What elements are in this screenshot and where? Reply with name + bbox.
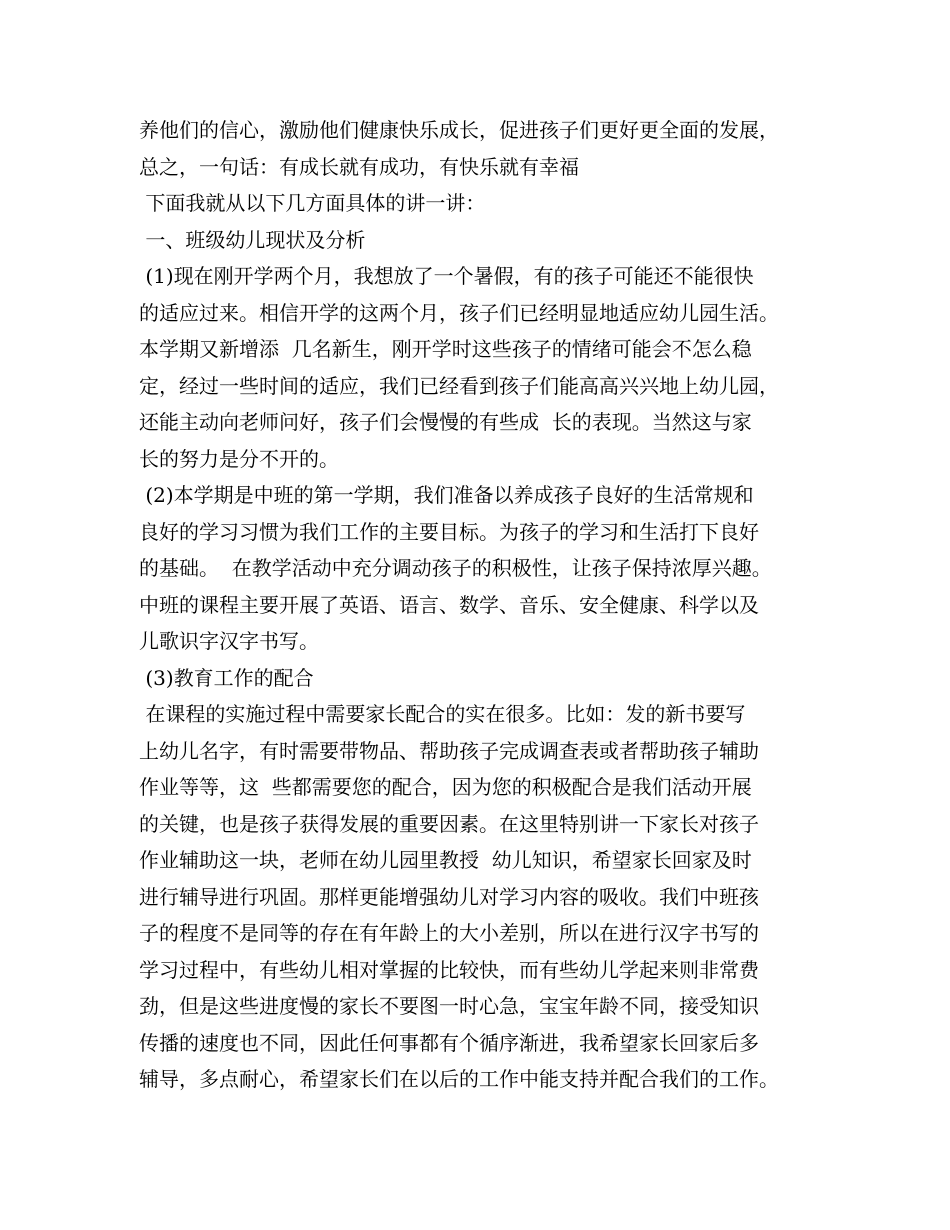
text-line: 的基础。 在教学活动中充分调动孩子的积极性，让孩子保持浓厚兴趣。 xyxy=(139,556,772,580)
text-line: 良好的学习习惯为我们工作的主要目标。为孩子的学习和生活打下良好 xyxy=(139,519,759,544)
text-line: 在课程的实施过程中需要家长配合的实在很多。比如：发的新书要写 xyxy=(139,702,746,726)
text-line: (2)本学期是中班的第一学期，我们准备以养成孩子良好的生活常规和 xyxy=(139,483,754,507)
text-line: 作业等等，这 些都需要您的配合，因为您的积极配合是我们活动开展 xyxy=(139,775,752,799)
text-line: 养他们的信心，激励他们健康快乐成长，促进孩子们更好更全面的发展， xyxy=(139,118,779,142)
text-line: 进行辅导进行巩固。那样更能增强幼儿对学习内容的吸收。我们中班孩 xyxy=(139,884,759,909)
subsection-heading: (3)教育工作的配合 xyxy=(139,665,314,690)
text-line: 下面我就从以下几方面具体的讲一讲： xyxy=(139,191,486,215)
document-body xyxy=(139,112,839,1098)
text-line: 辅导，多点耐心，希望家长们在以后的工作中能支持并配合我们的工作。 xyxy=(139,1067,779,1091)
text-line: 上幼儿名字，有时需要带物品、帮助孩子完成调查表或者帮助孩子辅助 xyxy=(139,738,759,763)
text-line: 中班的课程主要开展了英语、语言、数学、音乐、安全健康、科学以及 xyxy=(139,592,759,617)
text-line: 本学期又新增添 几名新生，刚开学时这些孩子的情绪可能会不怎么稳 xyxy=(139,337,752,361)
text-line: 的关键，也是孩子获得发展的重要因素。在这里特别讲一下家长对孩子 xyxy=(139,811,759,836)
text-line: 还能主动向老师问好，孩子们会慢慢的有些成 长的表现。当然这与家 xyxy=(139,410,752,434)
text-line: 作业辅助这一块，老师在幼儿园里教授 幼儿知识，希望家长回家及时 xyxy=(139,848,752,872)
text-line: 长的努力是分不开的。 xyxy=(139,446,339,471)
text-line: 的适应过来。相信开学的这两个月，孩子们已经明显地适应幼儿园生活。 xyxy=(139,300,779,325)
text-line: 学习过程中，有些幼儿相对掌握的比较快，而有些幼儿学起来则非常费 xyxy=(139,957,759,982)
section-heading: 一、班级幼儿现状及分析 xyxy=(139,227,366,252)
text-line: (1)现在刚开学两个月，我想放了一个暑假，有的孩子可能还不能很快 xyxy=(139,264,754,288)
text-line: 定，经过一些时间的适应，我们已经看到孩子们能高高兴兴地上幼儿园， xyxy=(139,373,779,398)
text-line: 传播的速度也不同，因此任何事都有个循序渐进，我希望家长回家后多 xyxy=(139,1030,759,1055)
text-line: 子的程度不是同等的存在有年龄上的大小差别，所以在进行汉字书写的 xyxy=(139,921,759,945)
text-line: 总之，一句话：有成长就有成功，有快乐就有幸福 xyxy=(139,154,579,179)
text-line: 儿歌识字汉字书写。 xyxy=(139,629,319,653)
text-line: 劲，但是这些进度慢的家长不要图一时心急，宝宝年龄不同，接受知识 xyxy=(139,994,759,1018)
